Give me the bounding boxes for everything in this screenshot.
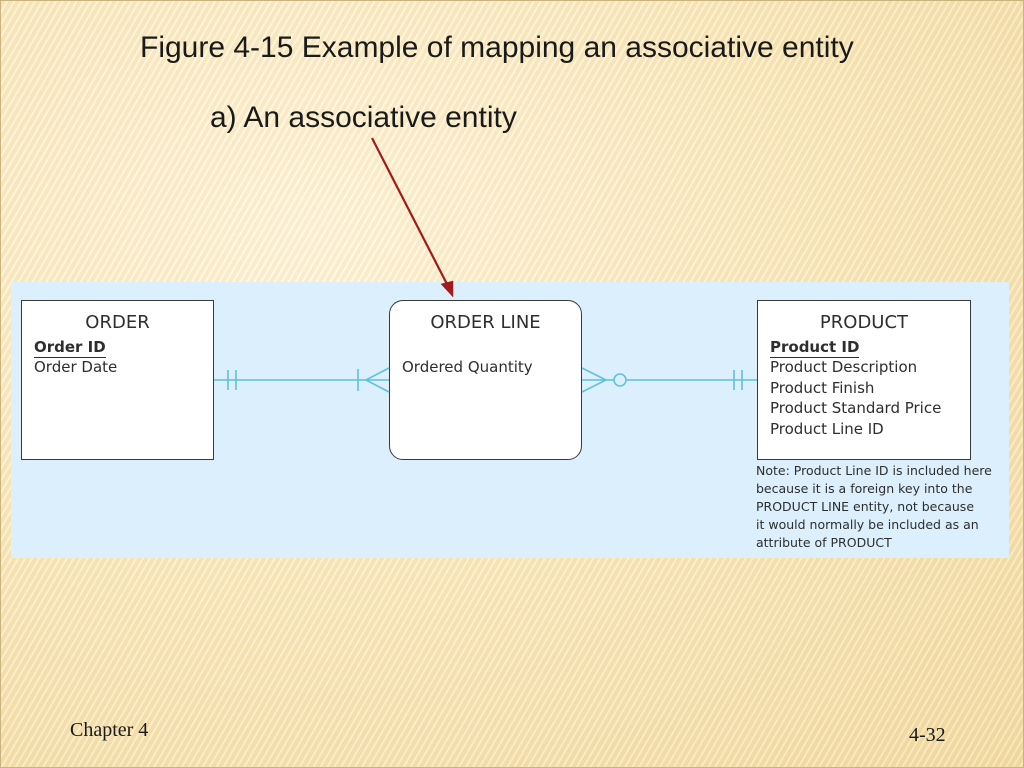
crowfoot-lower-left [366,380,389,392]
note-line-1: Note: Product Line ID is included here [756,463,992,478]
attribute-product-finish: Product Finish [770,379,875,397]
relationship-order-orderline [214,368,389,392]
note-line-3: PRODUCT LINE entity, not because [756,499,975,514]
attribute-product-description: Product Description [770,358,918,376]
note-line-2: because it is a foreign key into the [756,481,973,496]
note-line-5: attribute of PRODUCT [756,535,892,550]
attribute-order-id: Order ID [34,338,106,356]
slide-subtitle: a) An associative entity [210,101,517,134]
crowfoot-lower-right [582,380,606,392]
attribute-product-standard-price: Product Standard Price [770,399,942,417]
relationship-orderline-product [582,368,757,392]
slide-title: Figure 4-15 Example of mapping an associative entity [140,31,854,64]
pointer-arrow [372,138,453,297]
crowfoot-upper-left [366,368,389,380]
entity-order-line-name: ORDER LINE [430,312,541,333]
attribute-ordered-quantity: Ordered Quantity [402,358,533,376]
optional-circle [614,374,626,386]
arrow-head [441,281,453,297]
footer-page-number: 4-32 [909,724,946,746]
attribute-product-id: Product ID [770,338,860,356]
footer-chapter: Chapter 4 [70,719,149,741]
crowfoot-upper-right [582,368,606,380]
attribute-order-date: Order Date [34,358,118,376]
attribute-product-line-id: Product Line ID [770,420,884,438]
arrow-shaft [372,138,449,288]
entity-order-name: ORDER [85,312,150,333]
note-line-4: it would normally be included as an [756,517,979,532]
entity-product-name: PRODUCT [819,312,909,333]
